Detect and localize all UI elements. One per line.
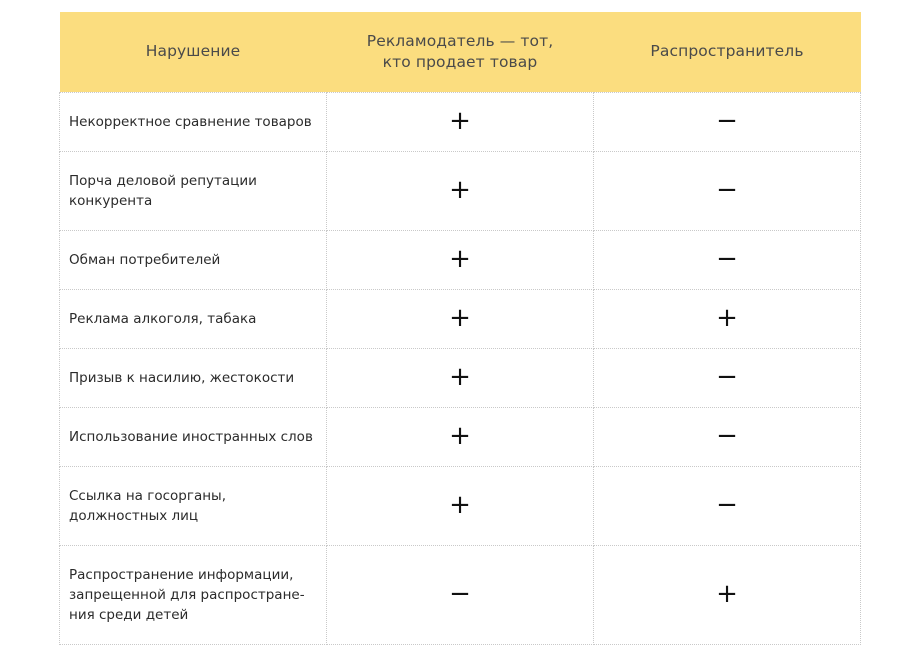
violation-cell <box>60 545 327 644</box>
violations-table <box>59 12 861 645</box>
violation-cell <box>60 348 327 407</box>
table-row <box>60 348 861 407</box>
distributor-cell <box>594 230 861 289</box>
header-distributor-label: Распространитель <box>650 42 804 61</box>
violation-text: Распространение информации, <box>69 566 294 583</box>
advertiser-cell <box>327 407 594 466</box>
distributor-cell <box>594 289 861 348</box>
advertiser-cell <box>327 545 594 644</box>
table-row <box>60 407 861 466</box>
table-row <box>60 92 861 151</box>
minus-icon: − <box>716 490 738 520</box>
plus-icon: + <box>449 303 471 333</box>
table-row <box>60 289 861 348</box>
plus-icon: + <box>449 175 471 205</box>
distributor-cell <box>594 545 861 644</box>
violations-table-container <box>59 12 860 645</box>
advertiser-cell <box>327 348 594 407</box>
table-row <box>60 466 861 545</box>
header-advertiser-line1: Рекламодатель — тот, <box>366 31 554 50</box>
advertiser-cell <box>327 289 594 348</box>
plus-icon: + <box>716 303 738 333</box>
advertiser-cell <box>327 151 594 230</box>
violation-text: ния среди детей <box>69 606 189 623</box>
table-row <box>60 230 861 289</box>
violation-text: Ссылка на госорганы, <box>69 487 226 504</box>
plus-icon: + <box>449 490 471 520</box>
header-advertiser-line2: кто продает товар <box>382 52 538 71</box>
minus-icon: − <box>716 362 738 392</box>
minus-icon: − <box>716 421 738 451</box>
advertiser-cell <box>327 230 594 289</box>
violation-text: запрещенной для распростране- <box>69 586 305 603</box>
table-row <box>60 151 861 230</box>
header-violation <box>60 12 327 92</box>
header-distributor <box>594 12 861 92</box>
minus-icon: − <box>449 579 471 609</box>
advertiser-cell <box>327 466 594 545</box>
violation-text: Некорректное сравнение товаров <box>69 113 312 130</box>
plus-icon: + <box>449 362 471 392</box>
violation-text: конкурента <box>69 192 153 209</box>
table-row <box>60 545 861 644</box>
violation-cell <box>60 151 327 230</box>
violation-text: Призыв к насилию, жестокости <box>69 369 295 386</box>
distributor-cell <box>594 92 861 151</box>
plus-icon: + <box>449 106 471 136</box>
header-violation-label: Нарушение <box>145 42 241 61</box>
header-advertiser <box>327 12 594 92</box>
minus-icon: − <box>716 244 738 274</box>
plus-icon: + <box>716 579 738 609</box>
table-header-row <box>60 12 861 92</box>
violation-cell <box>60 407 327 466</box>
violation-cell <box>60 466 327 545</box>
minus-icon: − <box>716 106 738 136</box>
distributor-cell <box>594 466 861 545</box>
violation-text: должностных лиц <box>69 507 199 524</box>
distributor-cell <box>594 348 861 407</box>
minus-icon: − <box>716 175 738 205</box>
distributor-cell <box>594 407 861 466</box>
violation-cell <box>60 92 327 151</box>
distributor-cell <box>594 151 861 230</box>
plus-icon: + <box>449 421 471 451</box>
violation-text: Реклама алкоголя, табака <box>69 310 257 327</box>
plus-icon: + <box>449 244 471 274</box>
advertiser-cell <box>327 92 594 151</box>
violation-cell <box>60 289 327 348</box>
violation-text: Обман потребителей <box>69 251 221 268</box>
violation-text: Порча деловой репутации <box>69 172 257 189</box>
violation-text: Использование иностранных слов <box>69 428 313 445</box>
violation-cell <box>60 230 327 289</box>
